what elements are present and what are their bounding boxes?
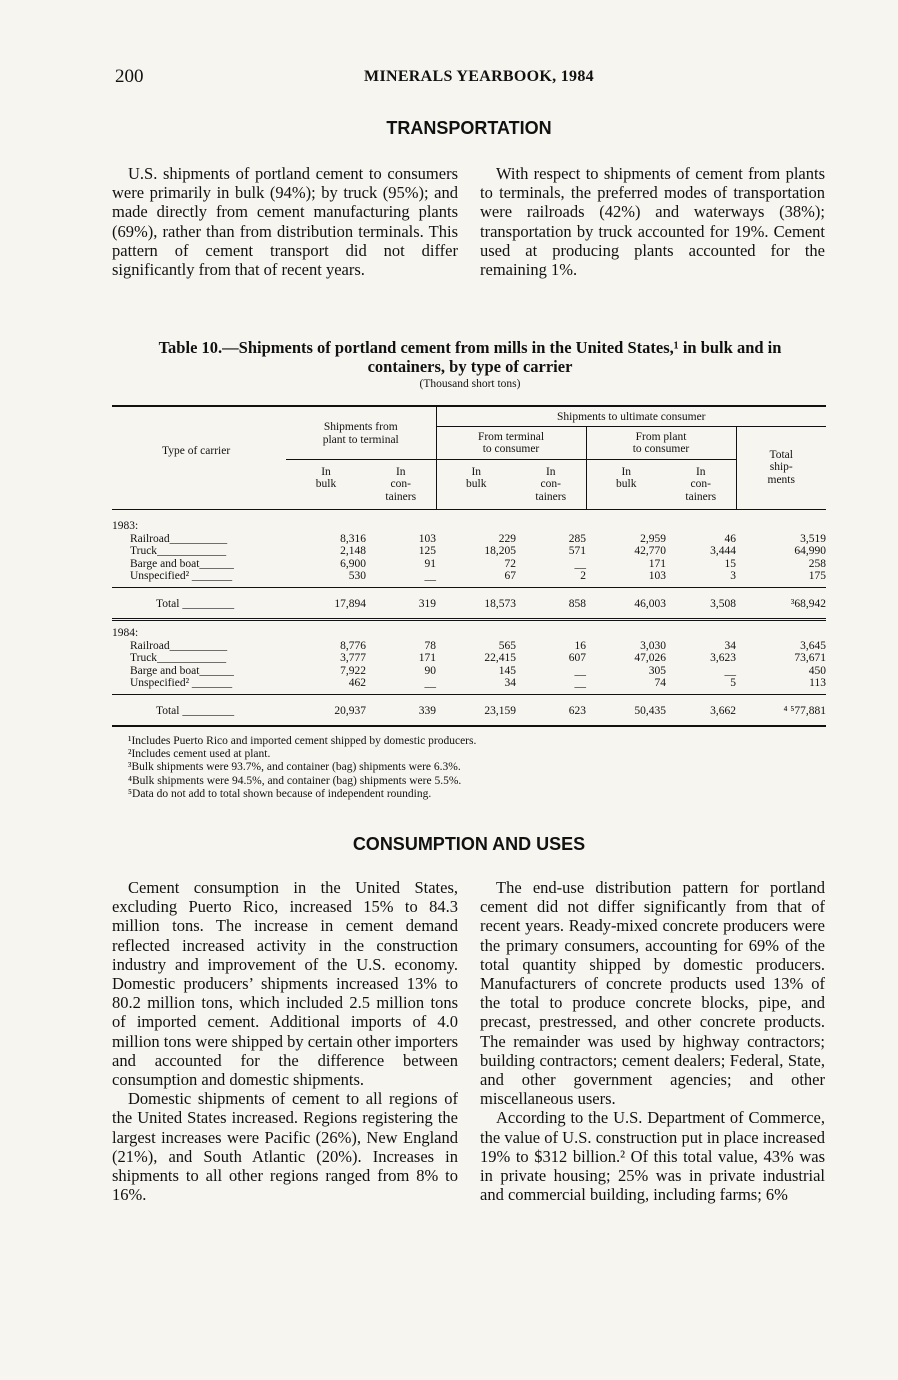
paragraph: Domestic shipments of cement to all regions of the United States increased. Regions registering the largest increases were Pacific (26%), New England (21%), and South Atlantic (20%). Increases in shipments to all other regions ranged from 8% to 16%. xyxy=(112,1089,458,1205)
page-number: 200 xyxy=(115,66,144,87)
header-text: From plant xyxy=(635,430,687,443)
header-text: tainers xyxy=(385,490,417,503)
table-row xyxy=(112,652,826,665)
leader-dots: ______ xyxy=(199,664,234,677)
cell: __ xyxy=(574,677,586,689)
cell: __ xyxy=(574,557,586,570)
carrier-name: Truck xyxy=(130,545,158,557)
cell: 319 xyxy=(418,597,436,610)
header-text: Shipments from xyxy=(323,421,398,433)
footnote: ⁵Data do not add to total shown because of independent rounding. xyxy=(128,787,432,800)
row-label xyxy=(112,677,286,694)
cell: 3,777 xyxy=(340,652,366,664)
cell: 171 xyxy=(418,652,436,664)
row-label xyxy=(112,545,286,558)
year-label: 1984: xyxy=(112,627,139,639)
carrier-name: Barge and boat xyxy=(130,664,200,677)
header-in-containers xyxy=(366,459,436,510)
transportation-right-column xyxy=(480,164,825,279)
cell: 565 xyxy=(498,639,516,652)
leader-dots: __________ xyxy=(169,532,228,545)
cell: __ xyxy=(724,664,736,677)
leader-dots: _______ xyxy=(191,677,233,689)
leader-dots: ____________ xyxy=(157,652,227,664)
total-label: Total xyxy=(156,704,180,717)
running-title: MINERALS YEARBOOK, 1984 xyxy=(364,68,594,85)
table-row xyxy=(112,533,826,546)
header-total-shipments xyxy=(736,426,826,510)
leader-dots: _________ xyxy=(182,704,235,717)
header-text: bulk xyxy=(315,478,337,490)
cell: 64,990 xyxy=(794,545,826,557)
row-label xyxy=(112,533,286,546)
cell: ⁴ ⁵77,881 xyxy=(783,704,826,717)
header-text: con- xyxy=(540,478,561,490)
cell: 16 xyxy=(574,639,586,652)
row-label xyxy=(112,587,286,620)
consumption-left-column xyxy=(112,878,458,1204)
header-text: Total xyxy=(769,448,793,461)
cell: 18,205 xyxy=(484,545,516,557)
cell: 15 xyxy=(724,557,736,570)
header-plant-to-terminal xyxy=(286,406,436,459)
header-text: From terminal xyxy=(477,430,545,443)
header-text: In xyxy=(471,465,482,478)
cell: 34 xyxy=(724,639,736,652)
table-caption-line: containers, by type of carrier xyxy=(367,357,573,376)
header-text: con- xyxy=(390,478,411,490)
header-text: In xyxy=(321,465,331,478)
table-row xyxy=(112,640,826,653)
header-in-bulk xyxy=(586,459,666,510)
section-heading-consumption: CONSUMPTION AND USES xyxy=(352,834,586,854)
cell: 8,316 xyxy=(340,532,366,545)
cell: 3,623 xyxy=(710,652,736,664)
paragraph: According to the U.S. Department of Commerce, the value of U.S. construction put in place increased 19% to $312 billion.² Of this total value, 43% was in private housing; 25% was in private industrial and commercial building, including farms; 6% xyxy=(480,1108,825,1205)
cell: __ xyxy=(424,570,436,582)
table-row xyxy=(112,570,826,587)
header-type-of-carrier: Type of carrier xyxy=(162,444,231,457)
paragraph: U.S. shipments of portland cement to consumers were primarily in bulk (94%); by truck (95%); and made directly from cement manufacturing plants (69%), rather than from distribution terminals. This pattern of cement transport did not differ significantly from that of recent years. xyxy=(112,164,458,280)
table-footnotes xyxy=(128,735,476,801)
header-in-containers xyxy=(666,459,736,510)
paragraph: Cement consumption in the United States, excluding Puerto Rico, increased 15% to 84.3 million tons. The increase in cement demand reflected increased activity in the construction industry and improvement of the U.S. economy. Domestic producers’ shipments increased 13% to 80.2 million tons, which included 2.5 million tons of imported cement. Additional imports of 4.0 million tons were shipped by certain other importers and accounted for the difference between consumption and domestic shipments. xyxy=(112,878,458,1090)
carrier-name: Barge and boat xyxy=(130,557,200,570)
row-label xyxy=(112,665,286,678)
cell: 22,415 xyxy=(484,652,516,664)
cell: 858 xyxy=(568,597,586,610)
cell: 78 xyxy=(424,639,436,652)
cell: 7,922 xyxy=(340,664,366,677)
transportation-left-column xyxy=(112,164,458,279)
header-in-bulk xyxy=(436,459,516,510)
cell: 229 xyxy=(498,532,516,545)
table-row xyxy=(112,545,826,558)
cell: __ xyxy=(424,677,436,689)
cell: 145 xyxy=(498,664,516,677)
leader-dots: ____________ xyxy=(157,545,227,557)
cell: 5 xyxy=(730,677,736,689)
cell: 607 xyxy=(568,652,586,664)
cell: 285 xyxy=(568,532,586,545)
footnote: ³Bulk shipments were 93.7%, and container (bag) shipments were 6.3%. xyxy=(128,761,461,774)
header-text: In xyxy=(621,465,632,478)
header-in-containers xyxy=(516,459,586,510)
table-row xyxy=(112,677,826,694)
cell: 258 xyxy=(808,557,826,570)
cell: 6,900 xyxy=(340,557,366,570)
header-text: to consumer xyxy=(482,443,540,455)
leader-dots: _______ xyxy=(191,570,233,582)
cell: 20,937 xyxy=(334,704,366,717)
carrier-name: Unspecified² xyxy=(130,570,190,582)
header-text: In xyxy=(395,465,406,478)
cell: 3,508 xyxy=(710,597,736,610)
cell: 571 xyxy=(568,545,586,557)
cell: 2,148 xyxy=(340,545,366,557)
cell: 47,026 xyxy=(634,652,666,664)
leader-dots: _________ xyxy=(182,597,235,610)
header-text: ments xyxy=(767,473,795,486)
row-label xyxy=(112,570,286,587)
cell: 2 xyxy=(580,570,586,582)
paragraph: With respect to shipments of cement from plants to terminals, the preferred modes of transportation were railroads (42%) and waterways (38%); transportation by truck accounted for 19%. Cement used at producing plants accounted for the remaining 1%. xyxy=(480,164,825,280)
paragraph: The end-use distribution pattern for portland cement did not differ significantly from that of recent years. Ready-mixed concrete producers were the primary consumers, accounting for 69% of the total quantity shipped by domestic producers. Manufacturers of concrete products used 13% of the total to produce concrete blocks, pipe, and precast, prestressed, and other concrete products. The remainder was used by highway contractors; building contractors; cement dealers; Federal, State, and other government agencies; and other miscellaneous users. xyxy=(480,878,825,1109)
shipments-table xyxy=(112,405,826,727)
cell: 50,435 xyxy=(634,704,666,717)
leader-dots: ______ xyxy=(199,557,234,570)
table-units: (Thousand short tons) xyxy=(419,378,521,390)
footnote: ⁴Bulk shipments were 94.5%, and container (bag) shipments were 5.5%. xyxy=(128,774,462,787)
section-heading-transportation: TRANSPORTATION xyxy=(386,118,552,138)
header-from-terminal xyxy=(436,426,586,459)
header-in-bulk xyxy=(286,459,366,510)
cell: __ xyxy=(574,664,586,677)
cell: 17,894 xyxy=(334,597,366,610)
cell: 3,030 xyxy=(640,639,666,652)
cell: 103 xyxy=(418,532,436,545)
cell: 2,959 xyxy=(640,532,666,545)
table-row xyxy=(112,665,826,678)
cell: 74 xyxy=(654,677,666,689)
cell: 67 xyxy=(504,570,516,582)
header-text: con- xyxy=(690,478,711,490)
cell: 91 xyxy=(424,557,436,570)
carrier-name: Unspecified² xyxy=(130,677,190,689)
cell: 46 xyxy=(724,532,736,545)
cell: 530 xyxy=(348,570,366,582)
footnote: ²Includes cement used at plant. xyxy=(128,748,271,761)
carrier-name: Railroad xyxy=(130,532,170,545)
cell: 90 xyxy=(424,664,436,677)
cell: ³68,942 xyxy=(790,597,826,610)
table-total-row xyxy=(112,694,826,726)
footnote: ¹Includes Puerto Rico and imported cement shipped by domestic producers. xyxy=(128,735,477,747)
cell: 171 xyxy=(648,557,666,570)
cell: 175 xyxy=(808,570,826,582)
row-label xyxy=(112,694,286,726)
cell: 462 xyxy=(348,677,366,689)
cell: 3,444 xyxy=(710,545,736,557)
cell: 3 xyxy=(730,570,736,582)
consumption-right-column xyxy=(480,878,825,1204)
cell: 3,645 xyxy=(800,639,826,652)
header-text: In xyxy=(695,465,706,478)
header-text: tainers xyxy=(685,490,717,503)
header-text: to consumer xyxy=(632,443,690,455)
cell: 623 xyxy=(568,704,586,717)
carrier-name: Railroad xyxy=(130,639,170,652)
cell: 8,776 xyxy=(340,639,366,652)
row-label xyxy=(112,652,286,665)
header-text: ship- xyxy=(769,461,793,473)
header-from-plant xyxy=(586,426,736,459)
cell: 72 xyxy=(504,557,516,570)
cell: 339 xyxy=(418,704,436,717)
cell: 18,573 xyxy=(484,597,516,610)
cell: 125 xyxy=(418,545,436,557)
header-text: bulk xyxy=(616,478,637,490)
row-label xyxy=(112,558,286,571)
cell: 42,770 xyxy=(634,545,666,557)
cell: 23,159 xyxy=(484,704,516,717)
cell: 3,662 xyxy=(710,704,736,717)
row-label xyxy=(112,640,286,653)
cell: 103 xyxy=(648,570,666,582)
cell: 46,003 xyxy=(634,597,666,610)
cell: 34 xyxy=(504,677,516,689)
cell: 305 xyxy=(648,664,666,677)
cell: 450 xyxy=(808,664,826,677)
table-total-row xyxy=(112,587,826,620)
header-text: bulk xyxy=(466,478,487,490)
carrier-name: Truck xyxy=(130,652,158,664)
header-text: plant to terminal xyxy=(322,433,399,446)
header-ultimate-consumer: Shipments to ultimate consumer xyxy=(436,406,826,426)
total-label: Total xyxy=(156,597,180,610)
header-text: In xyxy=(545,465,556,478)
leader-dots: __________ xyxy=(169,639,228,652)
table-caption xyxy=(110,338,830,376)
cell: 73,671 xyxy=(794,652,826,664)
header-text: tainers xyxy=(535,490,567,503)
table-row xyxy=(112,558,826,571)
cell: 3,519 xyxy=(800,532,826,545)
cell: 113 xyxy=(809,677,826,689)
year-label: 1983: xyxy=(112,520,139,532)
table-caption-line: Table 10.—Shipments of portland cement from mills in the United States,¹ in bulk and in xyxy=(158,338,782,357)
